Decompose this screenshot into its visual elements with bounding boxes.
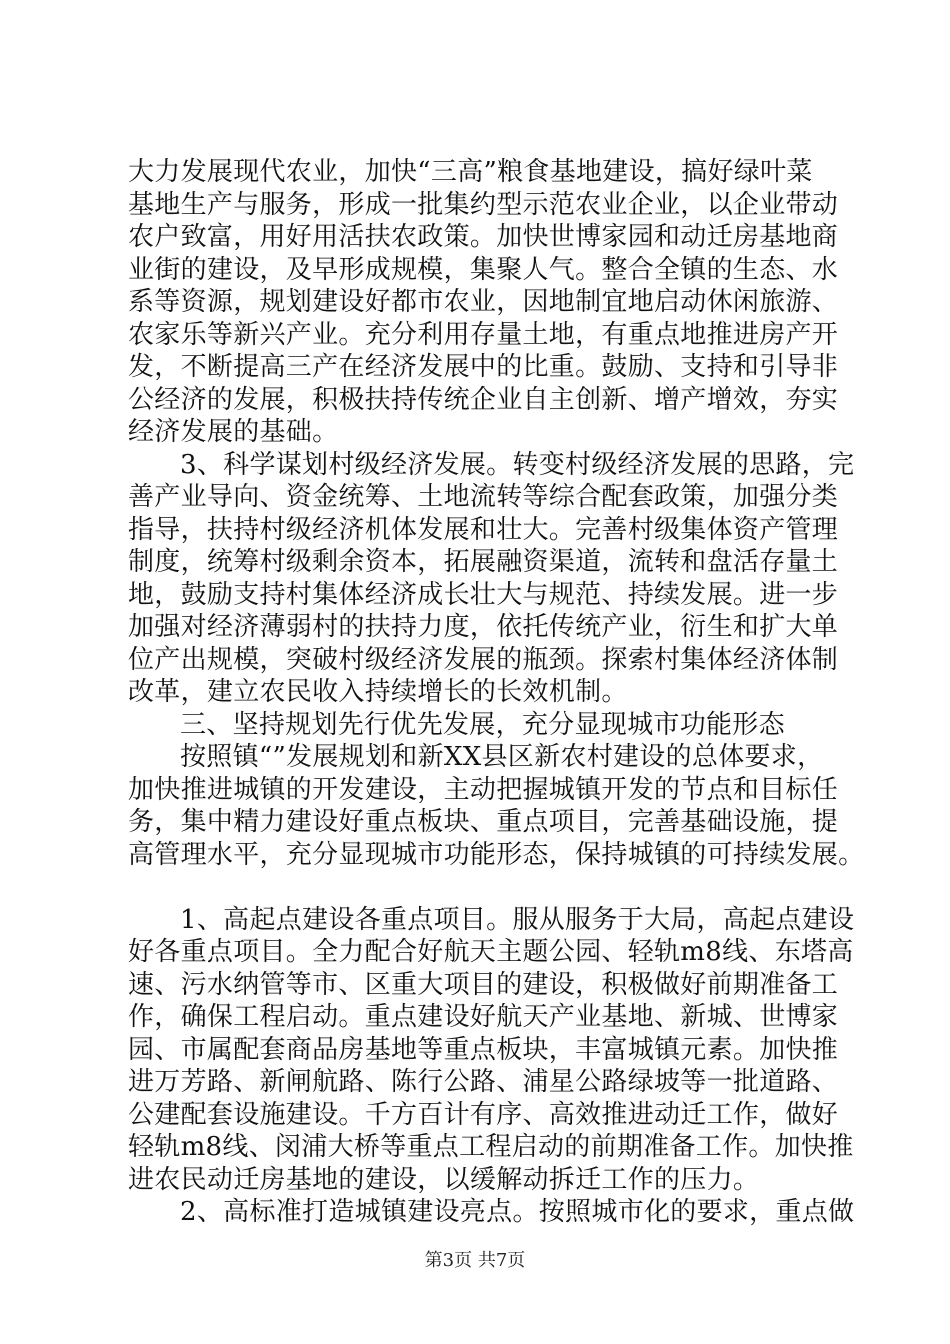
text-line: 基地生产与服务，形成一批集约型示范农业企业，以企业带动 — [128, 189, 839, 220]
body-text — [128, 156, 865, 1229]
text-line: 轻轨m8线、闵浦大桥等重点工程启动的前期准备工作。加快推 — [128, 1132, 854, 1162]
text-line: 制度，统筹村级剩余资本，拓展融资渠道，流转和盘活存量土 — [128, 547, 839, 577]
text-line: 位产出规模，突破村级经济发展的瓶颈。探索村集体经济体制 — [128, 644, 839, 675]
text-line: 业街的建设，及早形成规模，集聚人气。整合全镇的生态、水 — [128, 254, 839, 285]
text-line: 公经济的发展，积极扶持传统企业自主创新、增产增效，夯实 — [128, 384, 839, 415]
text-line: 园、市属配套商品房基地等重点板块，丰富城镇元素。加快推 — [128, 1034, 839, 1065]
paragraph-heading-2: 2、高标准打造城镇建设亮点。按照城市化的要求，重点做 — [180, 1197, 855, 1227]
text-line: 农家乐等新兴产业。充分利用存量土地，有重点地推进房产开 — [128, 319, 839, 350]
section-heading: 三、坚持规划先行优先发展，充分显现城市功能形态 — [180, 709, 785, 740]
text-line: 农户致富，用好用活扶农政策。加快世博家园和动迁房基地商 — [128, 222, 839, 252]
text-line: 加快推进城镇的开发建设，主动把握城镇开发的节点和目标任 — [128, 774, 839, 805]
text-line: 高管理水平，充分显现城市功能形态，保持城镇的可持续发展。 — [128, 839, 865, 870]
text-line: 善产业导向、资金统筹、土地流转等综合配套政策，加强分类 — [128, 482, 839, 512]
text-line: 指导，扶持村级经济机体发展和壮大。完善村级集体资产管理 — [128, 514, 839, 545]
text-line: 按照镇“”发展规划和新XX县区新农村建设的总体要求， — [180, 742, 824, 772]
text-line: 地，鼓励支持村集体经济成长壮大与规范、持续发展。进一步 — [128, 579, 839, 610]
paragraph-heading-1: 1、高起点建设各重点项目。服从服务于大局，高起点建设 — [180, 904, 855, 935]
text-line: 速、污水纳管等市、区重大项目的建设，积极做好前期准备工 — [128, 969, 839, 1000]
page-footer: 第3页 共7页 — [424, 1250, 526, 1271]
text-line: 大力发展现代农业，加快“三高”粮食基地建设，搞好绿叶菜 — [128, 157, 813, 187]
text-line: 加强对经济薄弱村的扶持力度，依托传统产业，衍生和扩大单 — [128, 612, 839, 642]
paragraph-heading-3: 3、科学谋划村级经济发展。转变村级经济发展的思路，完 — [180, 449, 855, 480]
text-line: 公建配套设施建设。千方百计有序、高效推进动迁工作，做好 — [128, 1099, 839, 1130]
text-line: 系等资源，规划建设好都市农业，因地制宜地启动休闲旅游、 — [128, 287, 839, 317]
text-line: 经济发展的基础。 — [128, 417, 339, 447]
text-line: 发，不断提高三产在经济发展中的比重。鼓励、支持和引导非 — [128, 352, 839, 382]
text-line: 改革，建立农民收入持续增长的长效机制。 — [128, 677, 628, 707]
paragraph-gap — [128, 871, 840, 904]
text-line: 作，确保工程启动。重点建设好航天产业基地、新城、世博家 — [128, 1002, 839, 1032]
text-line: 务，集中精力建设好重点板块、重点项目，完善基础设施，提 — [128, 807, 839, 837]
text-line: 进农民动迁房基地的建设，以缓解动拆迁工作的压力。 — [128, 1164, 760, 1195]
text-line: 好各重点项目。全力配合好航天主题公园、轻轨m8线、东塔高 — [128, 937, 854, 967]
text-line: 进万芳路、新闸航路、陈行公路、浦星公路绿坡等一批道路、 — [128, 1067, 839, 1097]
